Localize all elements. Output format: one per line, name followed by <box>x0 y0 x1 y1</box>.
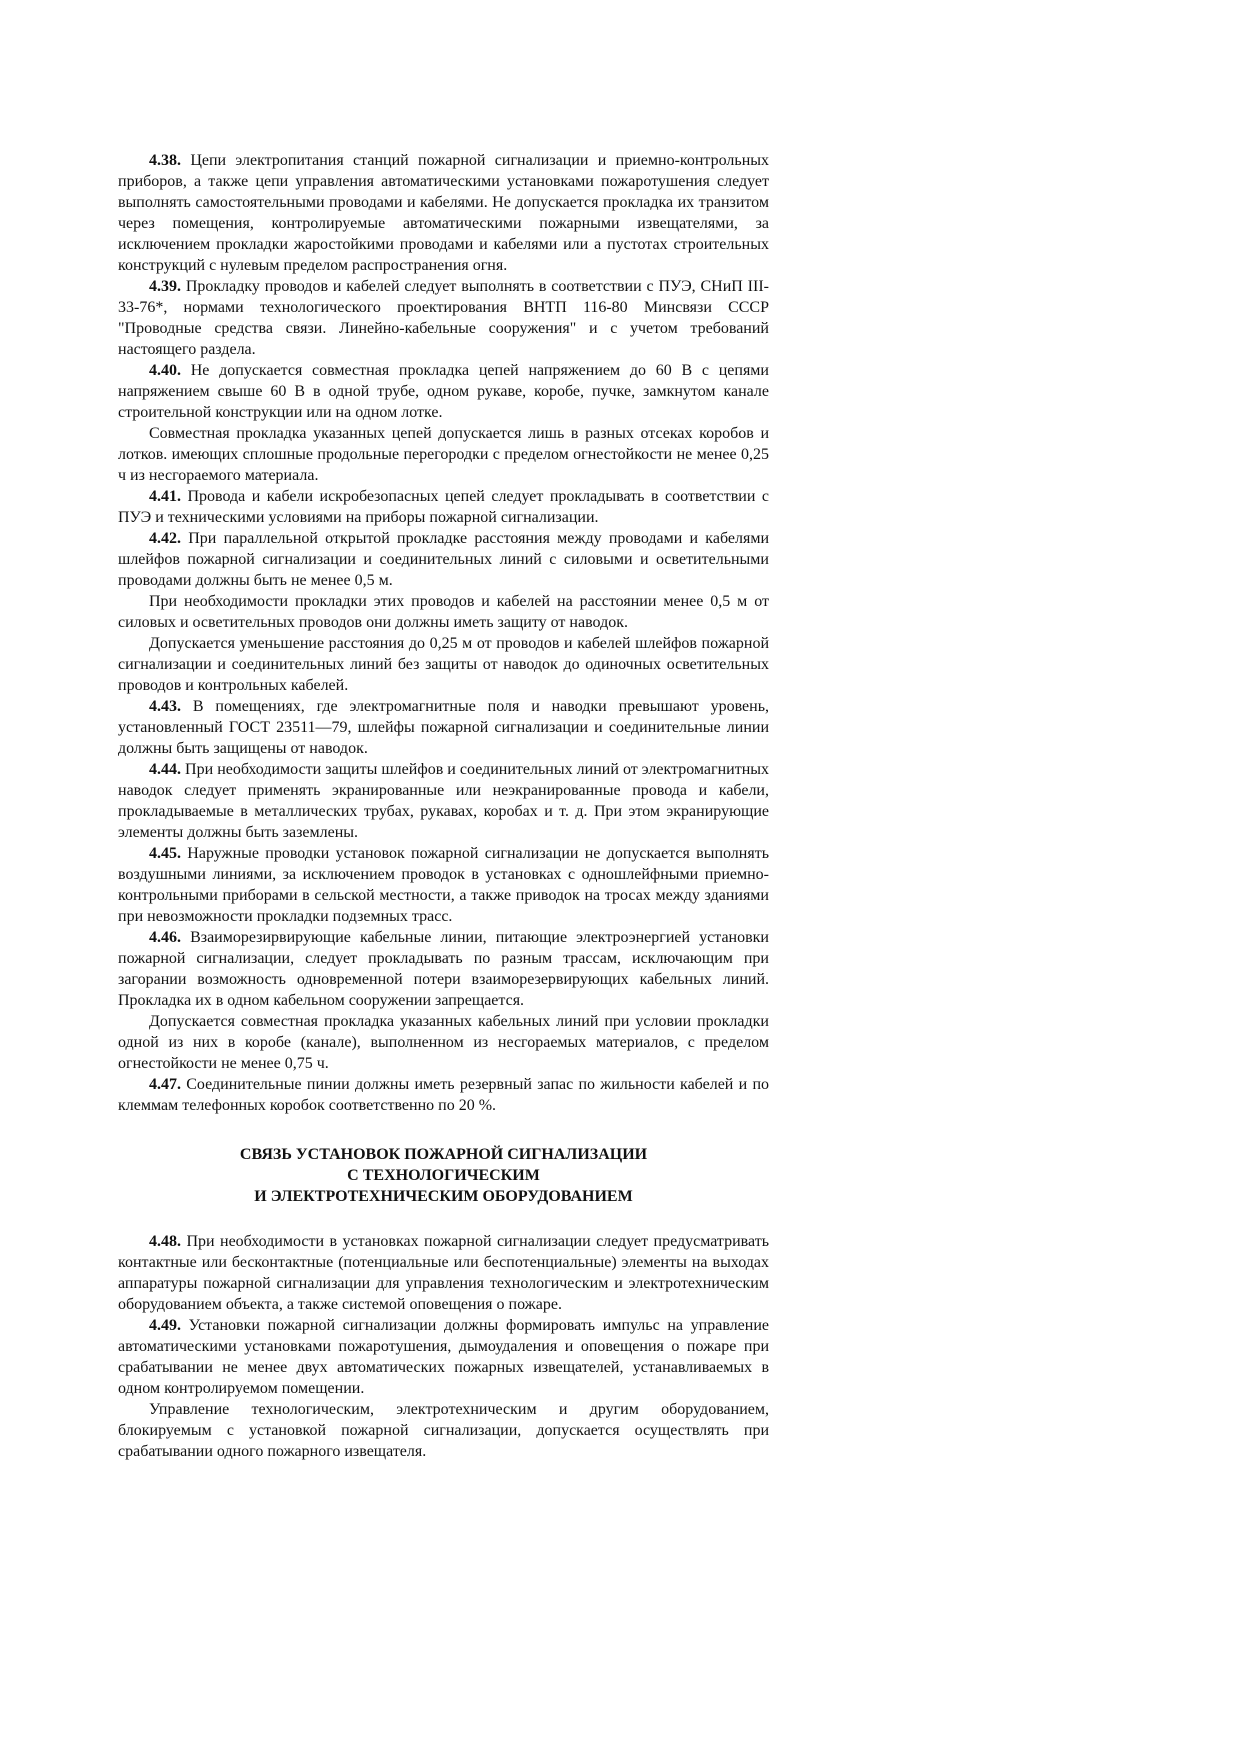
paragraph <box>118 633 769 696</box>
paragraph <box>118 1231 769 1315</box>
paragraph-text: Совместная прокладка указанных цепей допускается лишь в разных отсеках коробов и лотков. имеющих сплошные продольные перегородки с пределом огнестойкости не менее 0,25 ч из несгораемого материала. <box>118 425 769 484</box>
clause-number: 4.44. <box>149 761 181 778</box>
paragraph-text: При необходимости прокладки этих проводов и кабелей на расстоянии менее 0,5 м от силовых и осветительных проводов они должны иметь защиту от наводок. <box>118 593 769 631</box>
section-paragraphs-before <box>118 150 769 1116</box>
paragraph <box>118 150 769 276</box>
section-heading <box>118 1144 769 1207</box>
clause-number: 4.48. <box>149 1233 181 1250</box>
paragraph <box>118 1315 769 1399</box>
paragraph <box>118 423 769 486</box>
clause-number: 4.46. <box>149 929 181 946</box>
paragraph-text: Прокладку проводов и кабелей следует выполнять в соответствии с ПУЭ, СНиП III-33-76*, нормами технологического проектирования ВНТП 116-80 Минсвязи СССР "Проводные средства связи. Линейно-кабельные сооружения" и с учетом требований настоящего раздела. <box>118 278 769 358</box>
clause-number: 4.39. <box>149 278 181 295</box>
paragraph-text: Допускается уменьшение расстояния до 0,25 м от проводов и кабелей шлейфов пожарной сигнализации и соединительных линий без защиты от наводок до одиночных осветительных проводов и контрольных кабелей. <box>118 635 769 694</box>
paragraph-text: Установки пожарной сигнализации должны формировать импульс на управление автоматическими установками пожаротушения, дымоудаления и оповещения о пожаре при срабатывании не менее двух автоматических пожарных извещателей, устанавливаемых в одном контролируемом помещении. <box>118 1317 769 1397</box>
paragraph-text: Не допускается совместная прокладка цепей напряжением до 60 В с цепями напряжением свыше 60 В в одной трубе, одном рукаве, коробе, пучке, замкнутом канале строительной конструкции или на одном лотке. <box>118 362 769 421</box>
document-page <box>118 150 769 1462</box>
paragraph <box>118 696 769 759</box>
clause-number: 4.45. <box>149 845 181 862</box>
clause-number: 4.41. <box>149 488 181 505</box>
clause-number: 4.40. <box>149 362 181 379</box>
paragraph-text: Взаиморезирвирующие кабельные линии, питающие электроэнергией установки пожарной сигнализации, следует прокладывать по разным трассам, исключающим при загорании возможность одновременной потери взаиморезервирующих кабельных линий. Прокладка их в одном кабельном сооружении запрещается. <box>118 929 769 1009</box>
clause-number: 4.49. <box>149 1317 181 1334</box>
paragraph-text: При необходимости защиты шлейфов и соединительных линий от электромагнитных наводок следует применять экранированные или неэкранированные провода и кабели, прокладываемые в металлических трубах, рукавах, коробах и т. д. При этом экранирующие элементы должны быть заземлены. <box>118 761 769 841</box>
paragraph <box>118 1399 769 1462</box>
paragraph-text: Управление технологическим, электротехническим и другим оборудованием, блокируемым с установкой пожарной сигнализации, допускается осуществлять при срабатывании одного пожарного извещателя. <box>118 1401 769 1460</box>
paragraph <box>118 843 769 927</box>
paragraph <box>118 1011 769 1074</box>
paragraph <box>118 360 769 423</box>
clause-number: 4.47. <box>149 1076 181 1093</box>
paragraph-text: Допускается совместная прокладка указанных кабельных линий при условии прокладки одной из них в коробе (канале), выполненном из несгораемых материалов, с пределом огнестойкости не менее 0,75 ч. <box>118 1013 769 1072</box>
paragraph <box>118 927 769 1011</box>
paragraph <box>118 486 769 528</box>
clause-number: 4.43. <box>149 698 181 715</box>
paragraph <box>118 276 769 360</box>
paragraph-text: При необходимости в установках пожарной сигнализации следует предусматривать контактные или бесконтактные (потенциальные или беспотенциальные) элементы на выходах аппаратуры пожарной сигнализации для управления технологическим и электротехническим оборудованием объекта, а также системой оповещения о пожаре. <box>118 1233 769 1313</box>
paragraph-text: При параллельной открытой прокладке расстояния между проводами и кабелями шлейфов пожарной сигнализации и соединительных линий с силовыми и осветительными проводами должны быть не менее 0,5 м. <box>118 530 769 589</box>
paragraph-text: В помещениях, где электромагнитные поля и наводки превышают уровень, установленный ГОСТ 23511—79, шлейфы пожарной сигнализации и соединительные линии должны быть защищены от наводок. <box>118 698 769 757</box>
paragraph-text: Цепи электропитания станций пожарной сигнализации и приемно-контрольных приборов, а также цепи управления автоматическими установками пожаротушения следует выполнять самостоятельными проводами и кабелями. Не допускается прокладка их транзитом через помещения, контролируемые автоматическими пожарными извещателями, за исключением прокладки жаростойкими проводами и кабелями или а пустотах строительных конструкций с нулевым пределом распространения огня. <box>118 152 769 274</box>
paragraph <box>118 1074 769 1116</box>
heading-line-3: И ЭЛЕКТРОТЕХНИЧЕСКИМ ОБОРУДОВАНИЕМ <box>254 1188 633 1205</box>
paragraph-text: Соединительные пинии должны иметь резервный запас по жильности кабелей и по клеммам телефонных коробок соответственно по 20 %. <box>118 1076 769 1114</box>
clause-number: 4.42. <box>149 530 181 547</box>
paragraph-text: Наружные проводки установок пожарной сигнализации не допускается выполнять воздушными линиями, за исключением проводок в установках с одношлейфными приемно-контрольными приборами в сельской местности, а также приводок на тросах между зданиями при невозможности прокладки подземных трасс. <box>118 845 769 925</box>
paragraph-text: Провода и кабели искробезопасных цепей следует прокладывать в соответствии с ПУЭ и техническими условиями на приборы пожарной сигнализации. <box>118 488 769 526</box>
heading-line-2: С ТЕХНОЛОГИЧЕСКИМ <box>347 1167 540 1184</box>
heading-line-1: СВЯЗЬ УСТАНОВОК ПОЖАРНОЙ СИГНАЛИЗАЦИИ <box>239 1146 648 1163</box>
paragraph <box>118 759 769 843</box>
clause-number: 4.38. <box>149 152 181 169</box>
paragraph <box>118 528 769 591</box>
paragraph <box>118 591 769 633</box>
section-paragraphs-after <box>118 1231 769 1462</box>
